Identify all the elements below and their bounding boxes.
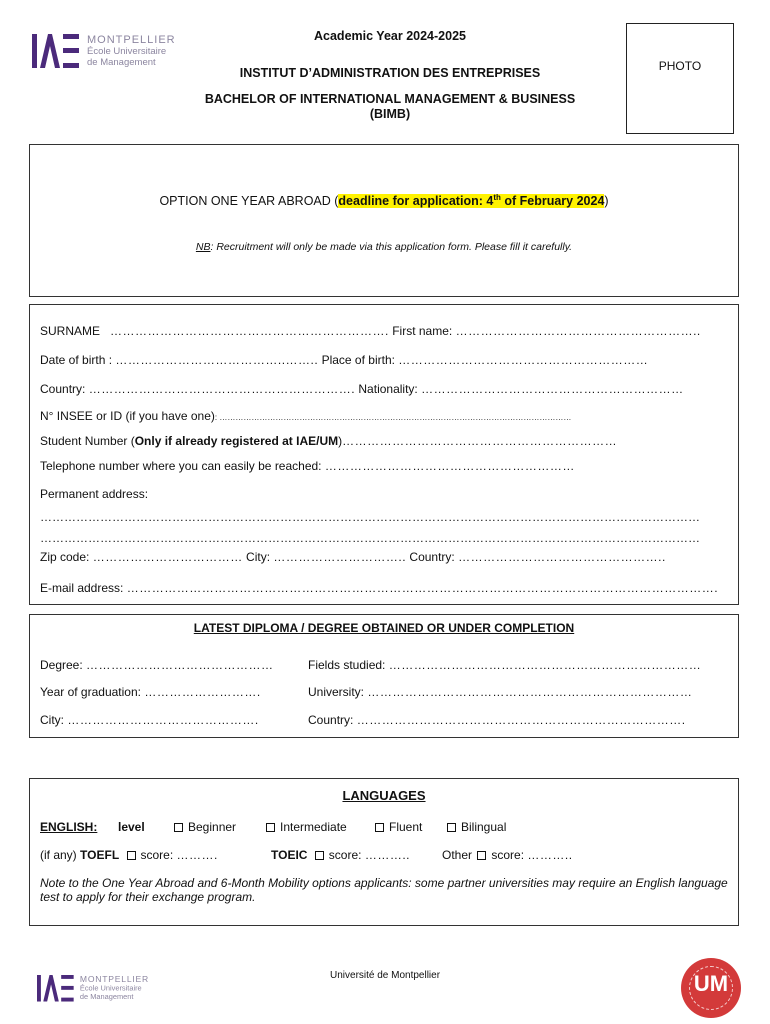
surname-field[interactable]: …………………………………………………………. xyxy=(110,324,389,338)
deadline-date: of February 2024 xyxy=(500,194,605,209)
footer-logo-line-2: École Universitaire xyxy=(79,983,142,993)
diploma-title: LATEST DIPLOMA / DEGREE OBTAINED OR UNDER COMPLETION xyxy=(193,621,575,635)
university-row[interactable] xyxy=(308,685,692,699)
languages-title: LANGUAGES xyxy=(342,788,426,803)
level-label: level xyxy=(118,820,145,834)
fields-field[interactable]: ………………………………………………………………… xyxy=(388,658,702,672)
fields-label: Fields studied: xyxy=(308,658,386,672)
place-of-birth-field[interactable]: …………………………………………………… xyxy=(398,353,649,367)
surname-row[interactable] xyxy=(40,324,701,338)
country-field[interactable]: ………………………………………………………. xyxy=(88,382,356,396)
diploma-country-row[interactable] xyxy=(308,713,686,727)
other-test-label: Other xyxy=(442,848,473,862)
toeic-score-label: score: xyxy=(328,848,362,862)
program-abbreviation: (BIMB) xyxy=(369,107,411,121)
first-name-label: First name: xyxy=(392,324,453,338)
english-level-row xyxy=(40,820,97,834)
university-label: University: xyxy=(308,685,365,699)
student-number-row[interactable] xyxy=(40,434,617,448)
degree-field[interactable]: ……………………………………… xyxy=(86,658,274,672)
diploma-city-row[interactable] xyxy=(40,713,259,727)
personal-info-box xyxy=(29,304,739,605)
university-seal-icon xyxy=(681,958,741,1018)
other-test-row[interactable] xyxy=(442,848,573,862)
email-label: E-mail address: xyxy=(40,581,124,595)
nb-note xyxy=(30,241,738,253)
city-field[interactable]: ………………………….. xyxy=(273,550,407,564)
city-label: City: xyxy=(246,550,271,564)
iae-logo-mark xyxy=(32,34,79,68)
toefl-checkbox[interactable] xyxy=(127,851,136,860)
country-row[interactable] xyxy=(40,382,684,396)
option-box xyxy=(29,144,739,297)
fields-row[interactable] xyxy=(308,658,701,672)
bilingual-label: Bilingual xyxy=(461,820,507,834)
dob-label: Date of birth : xyxy=(40,353,113,367)
address-label: Permanent address: xyxy=(40,487,149,501)
language-test-note: Note to the One Year Abroad and 6-Month Mobility options applicants: some partner universities may require an English language test to apply for their exchange program. xyxy=(40,876,728,904)
toeic-score-field[interactable]: ……….. xyxy=(364,848,410,862)
telephone-row[interactable] xyxy=(40,459,575,473)
academic-year: Academic Year 2024-2025 xyxy=(314,29,466,43)
degree-label: Degree: xyxy=(40,658,83,672)
level-option-intermediate[interactable] xyxy=(266,820,347,834)
nationality-label: Nationality: xyxy=(358,382,418,396)
place-of-birth-label: Place of birth: xyxy=(321,353,395,367)
footer-logo-line-3: de Management xyxy=(79,992,134,1002)
student-number-field[interactable]: ………………………………………………………… xyxy=(342,434,618,448)
other-test-checkbox[interactable] xyxy=(477,851,486,860)
photo-label: PHOTO xyxy=(658,59,702,73)
logo-line-2: École Universitaire xyxy=(87,45,167,57)
nb-text: : Recruitment will only be made via this application form. Please fill it carefully. xyxy=(210,241,573,253)
toeic-row[interactable] xyxy=(271,848,410,862)
address-line-2[interactable]: ………………………………………………………………………………………………………………………………………………… xyxy=(40,531,700,545)
address-country-field[interactable]: ………………………………………….. xyxy=(458,550,666,564)
zip-label: Zip code: xyxy=(40,550,90,564)
diploma-city-field[interactable]: ………………………………………. xyxy=(67,713,259,727)
student-number-condition: Only if already registered at IAE/UM xyxy=(134,434,339,448)
graduation-year-label: Year of graduation: xyxy=(40,685,141,699)
insee-field[interactable]: : …………………………………………………………………………………………………………………… xyxy=(214,413,572,422)
surname-label: SURNAME xyxy=(40,324,101,338)
bilingual-checkbox[interactable] xyxy=(447,823,456,832)
student-number-close: ) xyxy=(338,434,343,448)
toeic-label: TOEIC xyxy=(271,848,308,862)
first-name-field[interactable]: ………………………………………………….. xyxy=(455,324,701,338)
seal-glyph: UM xyxy=(693,971,729,996)
option-line xyxy=(30,193,738,208)
insee-row[interactable] xyxy=(40,409,571,423)
intermediate-checkbox[interactable] xyxy=(266,823,275,832)
english-label: ENGLISH: xyxy=(40,820,98,834)
email-field[interactable]: ……………………………………………………………………………………………………………………………. xyxy=(126,581,719,595)
footer-university: Université de Montpellier xyxy=(330,970,441,981)
zip-city-country-row[interactable] xyxy=(40,550,666,564)
photo-box[interactable] xyxy=(626,23,734,134)
email-row[interactable] xyxy=(40,581,718,595)
birth-row[interactable] xyxy=(40,353,648,367)
telephone-label: Telephone number where you can easily be reached: xyxy=(40,459,322,473)
deadline-label: deadline for application: xyxy=(338,194,487,209)
level-option-fluent[interactable] xyxy=(375,820,422,834)
nb-label: NB xyxy=(195,241,211,253)
program-title: BACHELOR OF INTERNATIONAL MANAGEMENT & BUSINESS xyxy=(204,92,576,106)
languages-box xyxy=(29,778,739,926)
address-country-label: Country: xyxy=(409,550,455,564)
insee-label: N° INSEE or ID (if you have one) xyxy=(40,409,215,423)
iae-footer-logo-mark xyxy=(37,975,74,1002)
graduation-year-field[interactable]: ………………………. xyxy=(144,685,261,699)
toefl-row[interactable] xyxy=(40,848,218,862)
beginner-checkbox[interactable] xyxy=(174,823,183,832)
diploma-box xyxy=(29,614,739,738)
fluent-checkbox[interactable] xyxy=(375,823,384,832)
option-prefix: OPTION ONE YEAR ABROAD ( xyxy=(159,194,339,209)
deadline-day: 4 xyxy=(486,194,494,209)
graduation-year-row[interactable] xyxy=(40,685,261,699)
toefl-score-field[interactable]: ………. xyxy=(176,848,218,862)
diploma-country-field[interactable]: ……………………………………………………………………. xyxy=(356,713,686,727)
university-field[interactable]: …………………………………………………………………… xyxy=(367,685,693,699)
iae-footer-logo xyxy=(37,975,149,1002)
student-number-label: Student Number ( xyxy=(40,434,135,448)
option-suffix: ) xyxy=(604,194,609,209)
level-label-wrap xyxy=(118,820,145,834)
toefl-score-label: score: xyxy=(140,848,174,862)
if-any-label: (if any) xyxy=(40,848,77,862)
toefl-label: TOEFL xyxy=(80,848,120,862)
diploma-city-label: City: xyxy=(40,713,64,727)
footer-logo-line-1: MONTPELLIER xyxy=(79,974,150,984)
logo-line-1: MONTPELLIER xyxy=(87,33,176,46)
other-score-label: score: xyxy=(491,848,525,862)
telephone-field[interactable]: …………………………………………………… xyxy=(324,459,575,473)
degree-row[interactable] xyxy=(40,658,274,672)
logo-line-3: de Management xyxy=(87,56,156,68)
deadline-highlight xyxy=(338,194,604,208)
other-score-field[interactable]: ……….. xyxy=(527,848,573,862)
beginner-label: Beginner xyxy=(188,820,237,834)
address-line-1[interactable]: ………………………………………………………………………………………………………………………………………………… xyxy=(40,510,700,524)
level-option-bilingual[interactable] xyxy=(447,820,506,834)
fluent-label: Fluent xyxy=(389,820,423,834)
institute-name: INSTITUT D’ADMINISTRATION DES ENTREPRISES xyxy=(239,66,541,80)
dob-field[interactable]: …………………………………..…….. xyxy=(115,353,319,367)
country-label: Country: xyxy=(40,382,86,396)
diploma-country-label: Country: xyxy=(308,713,354,727)
deadline-sup: th xyxy=(493,193,501,202)
intermediate-label: Intermediate xyxy=(280,820,347,834)
nationality-field[interactable]: ……………………………………………………… xyxy=(421,382,684,396)
level-option-beginner[interactable] xyxy=(174,820,236,834)
toeic-checkbox[interactable] xyxy=(315,851,324,860)
zip-field[interactable]: ……………………………… xyxy=(92,550,243,564)
